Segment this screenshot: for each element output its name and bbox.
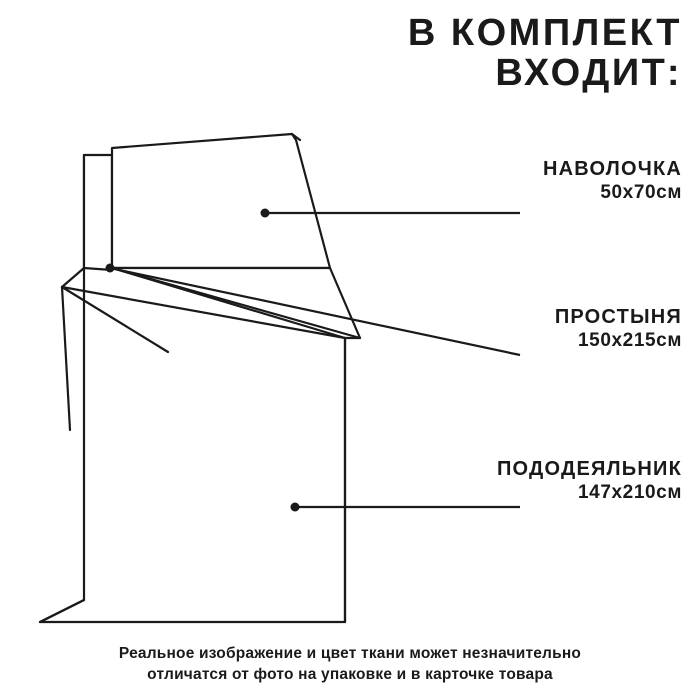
disclaimer-line-2: отличатся от фото на упаковке и в карточке товара: [147, 666, 553, 684]
leader-dot-pillowcase: [261, 209, 270, 218]
callout-sheet: [555, 306, 682, 352]
pillow-outline: [112, 134, 330, 268]
callout-sheet-size: 150х215см: [578, 330, 682, 352]
disclaimer-line-1: Реальное изображение и цвет ткани может незначительно: [118, 645, 582, 663]
callout-duvet-size: 147х210см: [578, 482, 682, 504]
sheet-left-panel: [84, 155, 112, 270]
callout-duvet: [497, 458, 682, 504]
callout-duvet-name: ПОДОДЕЯЛЬНИК: [496, 458, 682, 480]
sheet-left-crease: [62, 268, 84, 430]
callout-pillowcase: [543, 158, 682, 204]
callout-pillowcase-size: 50х70см: [600, 182, 682, 204]
callout-pillowcase-name: НАВОЛОЧКА: [543, 158, 682, 180]
page-title-line-1: В КОМПЛЕКТ: [407, 12, 682, 54]
leader-dot-sheet: [106, 264, 115, 273]
disclaimer: [0, 644, 700, 686]
page-title: [408, 14, 682, 94]
callout-sheet-name: ПРОСТЫНЯ: [554, 306, 682, 328]
page-title-line-2: ВХОДИТ:: [495, 51, 682, 94]
leader-dot-duvet: [291, 503, 300, 512]
